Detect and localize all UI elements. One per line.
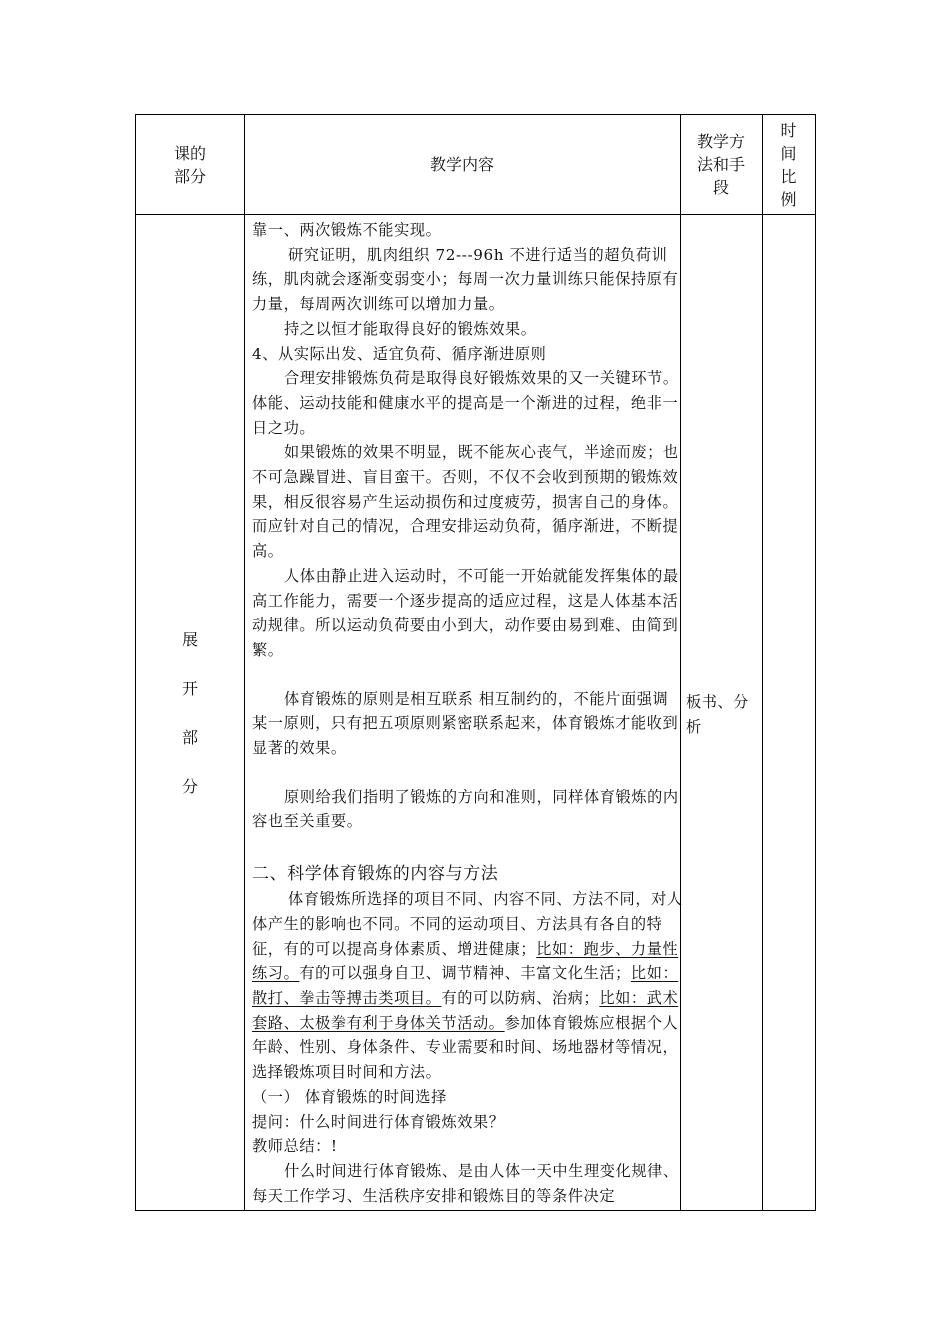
section-char: 展 [181, 630, 198, 649]
header-teaching-content-label: 教学内容 [429, 155, 494, 174]
section-heading: 二、科学体育锻炼的内容与方法 [252, 864, 499, 885]
section-char: 分 [181, 777, 198, 796]
teaching-method-text: 板书、分析 [686, 693, 749, 736]
content-line: 靠一、两次锻炼不能实现。 [252, 221, 442, 239]
header-divider [136, 214, 815, 215]
lesson-table [135, 114, 816, 1211]
spacer [252, 761, 684, 785]
header-teaching-method-line1: 教学方 [696, 132, 745, 151]
content-paragraph: 研究证明，肌肉组织 72---96h 不进行适当的超负荷训练，肌肉就会逐渐变弱变小；每周一次力量训练只能保持原有力量，每周两次训练可以增加力量。 [252, 245, 679, 314]
header-lesson-part [136, 115, 244, 214]
subsection-heading: （一） 体育锻炼的时间选择 [252, 1087, 447, 1106]
section-char: 部 [181, 728, 198, 747]
examples-text: 参加体育锻炼应根据个人年龄、性别、身体条件、专业需要和时间、场地器材等情况，选择锻炼项目时间和方法。 [252, 1013, 679, 1082]
column-divider [244, 115, 245, 1210]
teacher-summary-line: 教师总结：! [252, 1137, 338, 1156]
header-teaching-method-line3: 段 [712, 178, 729, 197]
examples-text: 体育锻炼所选择的项目不同、内容不同、方法不同，对人体产生的影响也不同。不同的运动项目、方法具有各自的特征，有的可以提高身体素质、增进健康； [252, 890, 683, 958]
content-paragraph: 体育锻炼的原则是相互联系 相互制约的，不能片面强调某一原则，只有把五项原则紧密联系起来，体育锻炼才能收到显著的效果。 [252, 689, 679, 758]
examples-text: 有的可以防病、治病； [441, 988, 600, 1007]
spacer [252, 834, 684, 857]
example-underlined: 比如：武术套路、太极拳有利于身体关节活动。 [252, 988, 679, 1032]
principle-heading: 4、从实际出发、适宜负荷、循序渐进原则 [252, 344, 547, 363]
header-time-ratio-line2: 间 [780, 143, 797, 163]
examples-text: 有的可以强身自卫、调节精神、丰富文化生活； [299, 964, 631, 983]
content-paragraph: 合理安排锻炼负荷是取得良好锻炼效果的又一关键环节。体能、运动技能和健康水平的提高是一个渐进的过程，绝非一日之功。 [252, 369, 679, 437]
section-label [136, 625, 244, 821]
header-teaching-method [680, 115, 762, 214]
header-time-ratio-line4: 例 [780, 189, 797, 209]
header-teaching-method-line2: 法和手 [696, 155, 745, 174]
content-paragraph: 什么时间进行体育锻炼、是由人体一天中生理变化规律、每天工作学习、生活秩序安排和锻炼目的等条件决定 [252, 1161, 679, 1205]
question-line: 提问：什么时间进行体育锻炼效果？ [252, 1112, 505, 1131]
header-teaching-content [244, 115, 680, 214]
content-paragraph: 原则给我们指明了锻炼的方向和准则，同样体育锻炼的内容也至关重要。 [252, 787, 679, 831]
header-lesson-part-line1: 课的 [173, 143, 206, 163]
content-paragraph: 如果锻炼的效果不明显，既不能灰心丧气，半途而废；也不可急躁冒进、盲目蛮干。否则，不仅不会收到预期的锻炼效果，相反很容易产生运动损伤和过度疲劳，损害自己的身体。而应针对自己的情况，合理安排运动负荷，循序渐进，不断提高。 [252, 443, 679, 561]
section-char: 开 [181, 679, 198, 698]
header-lesson-part-line2: 部分 [173, 166, 206, 186]
content-paragraph: 持之以恒才能取得良好的锻炼效果。 [284, 319, 537, 338]
header-time-ratio-line3: 比 [780, 166, 797, 186]
content-paragraph: 人体由静止进入运动时，不可能一开始就能发挥集体的最高工作能力，需要一个逐步提高的适应过程，这是人体基本活动规律。所以运动负荷要由小到大，动作要由易到难、由简到繁。 [252, 566, 679, 659]
teaching-content [252, 218, 684, 1208]
content-paragraph-examples [252, 887, 684, 1085]
column-divider [762, 115, 763, 1210]
header-time-ratio-line1: 时 [780, 120, 797, 140]
example-underlined: 比如：跑步、力量性练习。 [252, 939, 679, 983]
example-underlined: 比如：散打、拳击等搏击类项目。 [252, 964, 679, 1007]
header-time-ratio [762, 115, 815, 214]
spacer [252, 663, 684, 687]
